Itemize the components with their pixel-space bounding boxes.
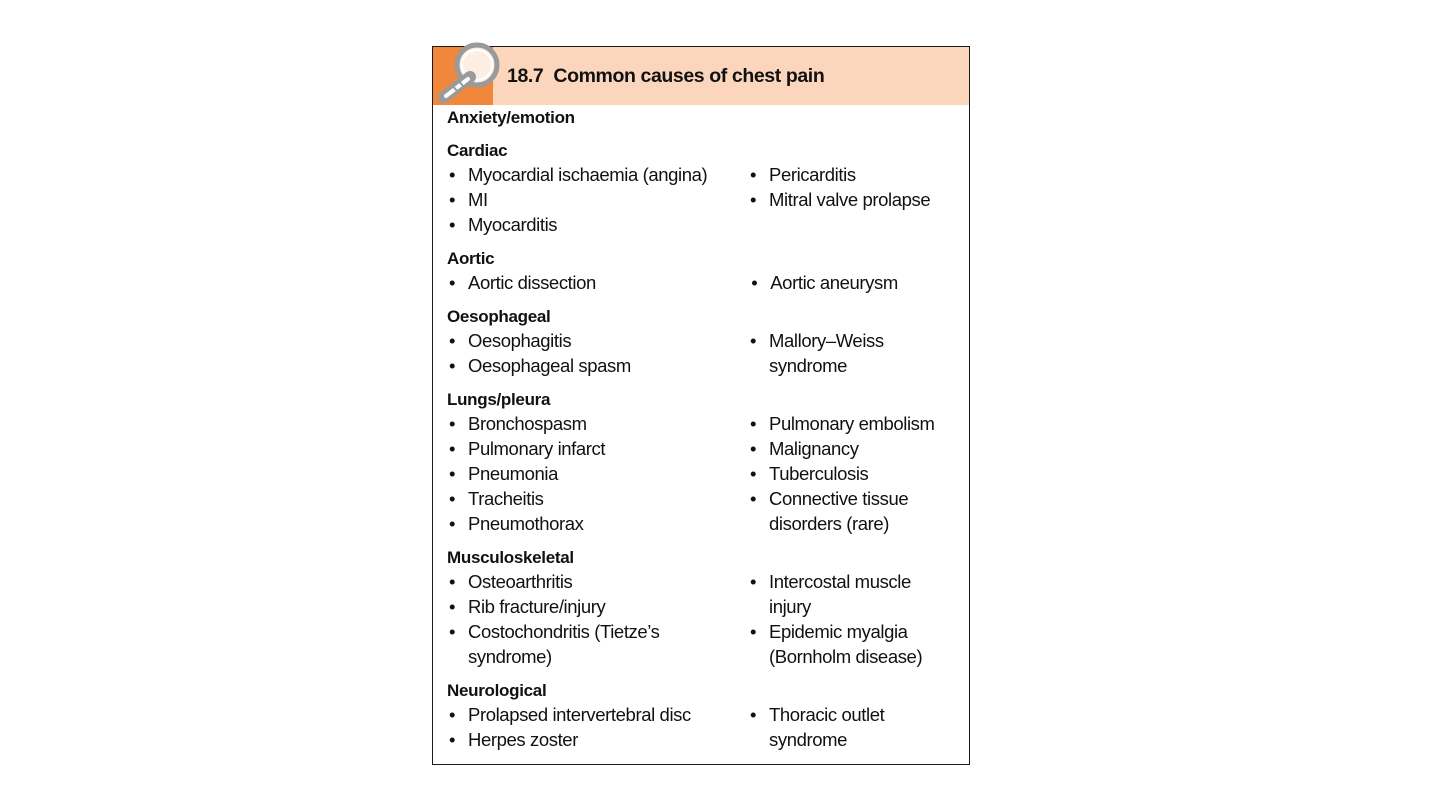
list-item: • Myocardial ischaemia (angina) xyxy=(447,162,748,187)
list-item: • Pneumonia xyxy=(447,461,748,486)
list-item: • Aortic dissection xyxy=(447,270,746,295)
section-heading-aortic: Aortic xyxy=(447,249,495,268)
list-item: • Herpes zoster xyxy=(447,727,748,752)
section-aortic xyxy=(447,270,957,295)
list-item: • Epidemic myalgia (Bornholm disease) xyxy=(748,619,939,669)
list-item: • Costochondritis (Tietze’s syndrome) xyxy=(447,619,668,669)
section-heading-oesophageal: Oesophageal xyxy=(447,307,551,326)
box-title-text: Common causes of chest pain xyxy=(553,65,825,87)
section-heading-musculoskeletal: Musculoskeletal xyxy=(447,548,574,567)
section-neurological xyxy=(447,702,957,752)
section-lungs xyxy=(447,411,957,536)
list-item: • MI xyxy=(447,187,748,212)
list-item: • Rib fracture/injury xyxy=(447,594,748,619)
magnifying-glass-icon xyxy=(423,35,503,107)
section-cardiac xyxy=(447,162,957,237)
section-heading-neurological: Neurological xyxy=(447,681,547,700)
section-oesophageal xyxy=(447,328,957,378)
list-item: • Prolapsed intervertebral disc xyxy=(447,702,748,727)
section-heading-cardiac: Cardiac xyxy=(447,141,508,160)
list-item: • Pericarditis xyxy=(748,162,957,187)
list-item: • Myocarditis xyxy=(447,212,748,237)
list-item: • Tuberculosis xyxy=(748,461,957,486)
list-item: • Osteoarthritis xyxy=(447,569,748,594)
list-item: • Malignancy xyxy=(748,436,957,461)
list-item: • Oesophageal spasm xyxy=(447,353,748,378)
box-title xyxy=(507,65,824,88)
section-musculoskeletal xyxy=(447,569,957,669)
list-item: • Pulmonary embolism xyxy=(748,411,957,436)
list-item: • Bronchospasm xyxy=(447,411,748,436)
list-item: • Pneumothorax xyxy=(447,511,748,536)
list-item: • Mitral valve prolapse xyxy=(748,187,957,212)
chest-pain-box xyxy=(432,46,970,765)
box-header xyxy=(433,47,969,105)
list-item: • Pulmonary infarct xyxy=(447,436,748,461)
list-item: • Mallory–Weiss syndrome xyxy=(748,328,898,378)
list-item: • Connective tissue disorders (rare) xyxy=(748,486,919,536)
section-heading-anxiety: Anxiety/emotion xyxy=(447,108,575,127)
list-item: • Oesophagitis xyxy=(447,328,748,353)
list-item: • Thoracic outlet syndrome xyxy=(748,702,899,752)
box-body xyxy=(447,107,957,752)
list-item: • Tracheitis xyxy=(447,486,748,511)
list-item: • Intercostal muscle injury xyxy=(748,569,929,619)
section-heading-lungs: Lungs/pleura xyxy=(447,390,551,409)
box-number: 18.7 xyxy=(507,65,544,87)
list-item: • Aortic aneurysm xyxy=(749,270,957,295)
